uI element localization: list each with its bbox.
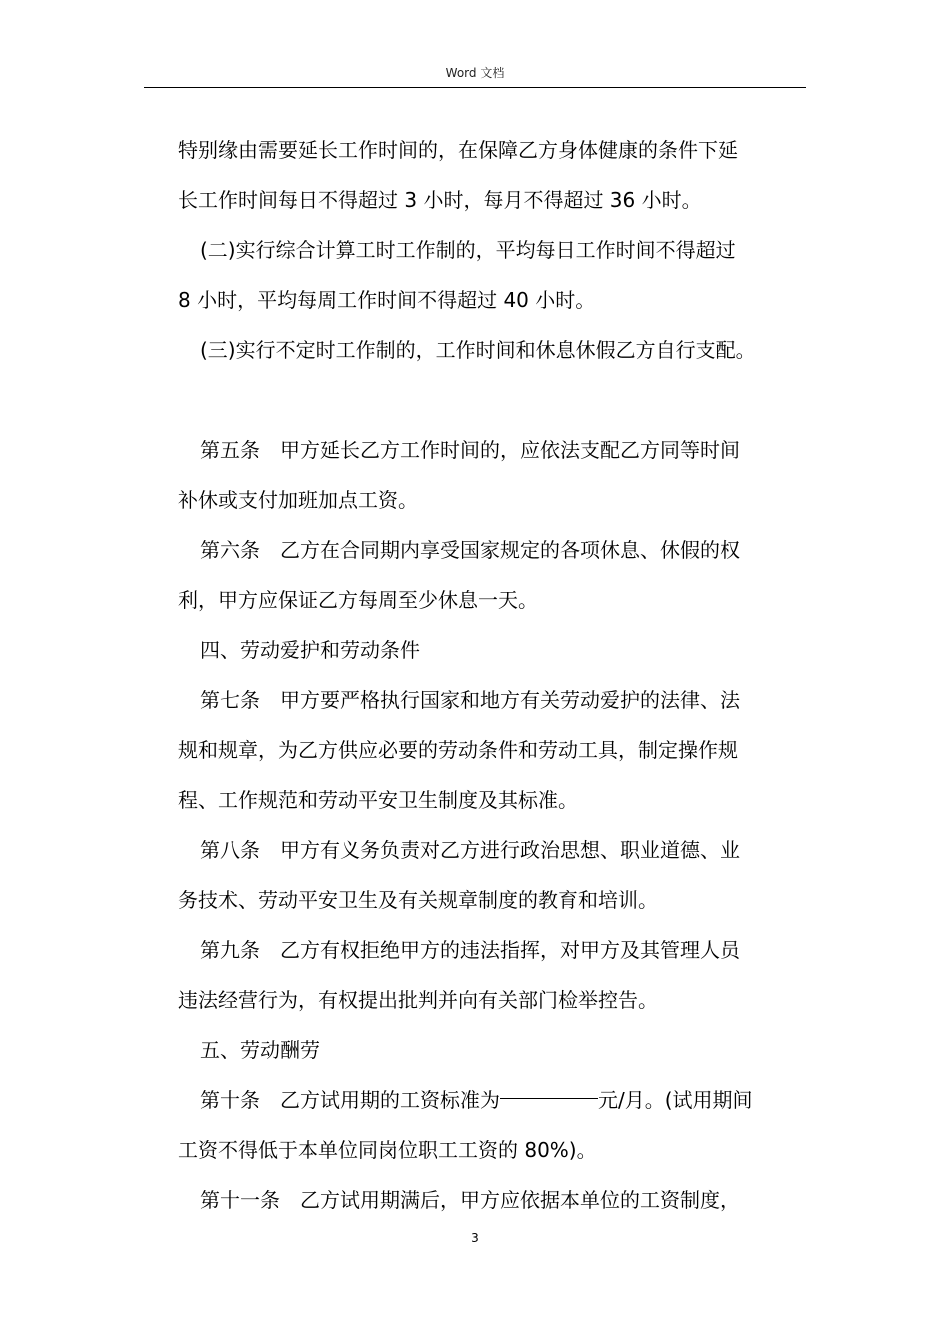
page-number: 3 — [471, 1231, 479, 1245]
article-9-line: 第九条 乙方有权拒绝甲方的违法指挥，对甲方及其管理人员 — [200, 938, 740, 962]
text-line: 8 小时，平均每周工作时间不得超过 40 小时。 — [178, 288, 596, 312]
text-line: 规和规章，为乙方供应必要的劳动条件和劳动工具，制定操作规 — [178, 738, 738, 762]
article-7-line: 第七条 甲方要严格执行国家和地方有关劳动爱护的法律、法 — [200, 688, 740, 712]
text-segment: 元/月。(试用期间 — [598, 1088, 753, 1112]
text-segment: 第十条 乙方试用期的工资标准为 — [200, 1088, 500, 1112]
article-6-line: 第六条 乙方在合同期内享受国家规定的各项休息、休假的权 — [200, 538, 740, 562]
section-heading: 五、劳动酬劳 — [200, 1038, 320, 1062]
text-line: 程、工作规范和劳动平安卫生制度及其标准。 — [178, 788, 578, 812]
text-line: 工资不得低于本单位同岗位职工工资的 80%)。 — [178, 1138, 597, 1162]
text-line: 利，甲方应保证乙方每周至少休息一天。 — [178, 588, 538, 612]
page-header: Word 文档 — [445, 66, 505, 80]
fill-in-blank — [500, 1097, 598, 1099]
text-line: (二)实行综合计算工时工作制的，平均每日工作时间不得超过 — [200, 238, 736, 262]
header-divider — [144, 87, 806, 88]
text-line: 违法经营行为，有权提出批判并向有关部门检举控告。 — [178, 988, 658, 1012]
text-line: 特别缘由需要延长工作时间的，在保障乙方身体健康的条件下延 — [178, 138, 738, 162]
text-line: 长工作时间每日不得超过 3 小时，每月不得超过 36 小时。 — [178, 188, 702, 212]
article-8-line: 第八条 甲方有义务负责对乙方进行政治思想、职业道德、业 — [200, 838, 740, 862]
text-line: (三)实行不定时工作制的，工作时间和休息休假乙方自行支配。 — [200, 338, 756, 362]
article-11-line: 第十一条 乙方试用期满后，甲方应依据本单位的工资制度， — [200, 1188, 740, 1212]
section-heading: 四、劳动爱护和劳动条件 — [200, 638, 420, 662]
text-line: 务技术、劳动平安卫生及有关规章制度的教育和培训。 — [178, 888, 658, 912]
article-10-line — [178, 1075, 818, 1125]
paragraph-gap — [178, 375, 818, 425]
text-line: 补休或支付加班加点工资。 — [178, 488, 418, 512]
article-5-line: 第五条 甲方延长乙方工作时间的，应依法支配乙方同等时间 — [200, 438, 740, 462]
document-body — [178, 125, 818, 1225]
